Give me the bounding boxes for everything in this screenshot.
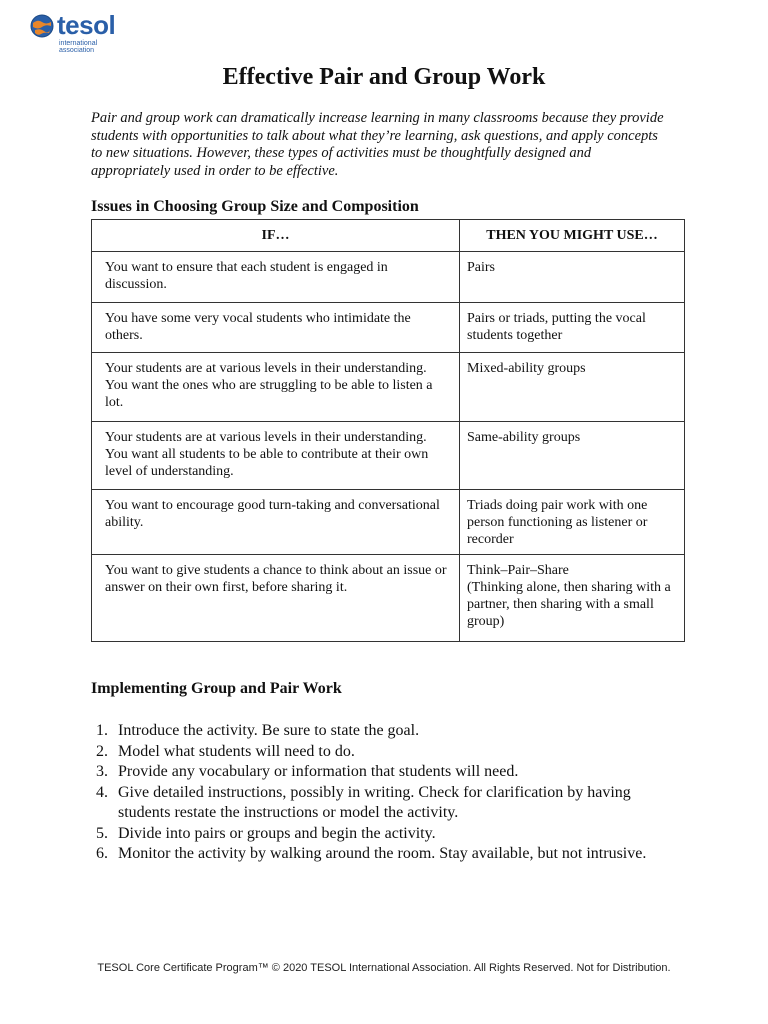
table-row bbox=[92, 555, 685, 642]
step-number: 1. bbox=[96, 722, 108, 739]
then-cell: Same-ability groups bbox=[460, 422, 685, 490]
list-item bbox=[93, 844, 646, 865]
list-item bbox=[93, 824, 646, 845]
step-text: Introduce the activity. Be sure to state the goal. bbox=[118, 722, 420, 739]
page-title: Effective Pair and Group Work bbox=[222, 64, 546, 90]
section-heading-implementing: Implementing Group and Pair Work bbox=[91, 680, 342, 697]
list-item bbox=[93, 721, 646, 742]
step-text: Give detailed instructions, possibly in writing. Check for clarification by having students restate the instructions or model the activity. bbox=[118, 783, 631, 821]
then-cell-note: (Thinking alone, then sharing with a partner, then sharing with a small group) bbox=[467, 580, 671, 629]
step-text: Model what students will need to do. bbox=[118, 742, 355, 760]
step-text: Provide any vocabulary or information that students will need. bbox=[118, 763, 519, 780]
table-row bbox=[92, 490, 685, 555]
logo-wordmark: tesol bbox=[57, 10, 116, 40]
table-header-row bbox=[92, 220, 685, 252]
globe-icon bbox=[30, 14, 54, 38]
if-cell: You want to encourage good turn-taking and conversational ability. bbox=[92, 490, 460, 555]
column-header-then: THEN YOU MIGHT USE… bbox=[460, 220, 685, 252]
list-item bbox=[93, 742, 646, 763]
then-cell: Mixed-ability groups bbox=[460, 353, 685, 422]
step-number: 5. bbox=[96, 824, 108, 842]
then-cell: Pairs or triads, putting the vocal students together bbox=[460, 303, 685, 353]
if-cell: You want to ensure that each student is engaged in discussion. bbox=[92, 252, 460, 303]
steps-list bbox=[93, 721, 646, 865]
if-cell: Your students are at various levels in their understanding. You want all students to be able to contribute at their own level of understanding. bbox=[92, 422, 460, 490]
step-number: 3. bbox=[96, 763, 108, 780]
then-cell: Triads doing pair work with one person functioning as listener or recorder bbox=[460, 490, 685, 555]
step-text: Monitor the activity by walking around the room. Stay available, but not intrusive. bbox=[118, 845, 647, 862]
if-cell: Your students are at various levels in their understanding. You want the ones who are struggling to be able to listen a lot. bbox=[92, 353, 460, 422]
group-size-table bbox=[91, 219, 685, 642]
logo-subtitle: international association bbox=[59, 40, 98, 54]
then-cell: Pairs bbox=[460, 252, 685, 303]
step-text: Divide into pairs or groups and begin the activity. bbox=[118, 824, 436, 842]
tesol-logo bbox=[30, 10, 150, 58]
if-cell: You want to give students a chance to think about an issue or answer on their own first, before sharing it. bbox=[92, 555, 460, 642]
if-cell: You have some very vocal students who intimidate the others. bbox=[92, 303, 460, 353]
table-row bbox=[92, 252, 685, 303]
intro-paragraph: Pair and group work can dramatically increase learning in many classrooms because they provide students with opportunities to talk about what they’re learning, ask questions, and apply concepts to new situations. However, these types of activities must be thoughtfully designed and appropriately used in order to be effective. bbox=[91, 110, 664, 179]
step-number: 4. bbox=[96, 783, 108, 801]
step-number: 2. bbox=[96, 742, 108, 760]
table-row bbox=[92, 303, 685, 353]
list-item bbox=[93, 783, 638, 824]
list-item bbox=[93, 762, 646, 783]
then-cell-title: Think–Pair–Share bbox=[467, 563, 569, 578]
step-number: 6. bbox=[96, 845, 108, 862]
table-row bbox=[92, 422, 685, 490]
copyright-footer: TESOL Core Certificate Program™ © 2020 TESOL International Association. All Rights Reserved. Not for Distribution. bbox=[97, 962, 671, 974]
then-cell bbox=[460, 555, 685, 642]
column-header-if: IF… bbox=[92, 220, 460, 252]
section-heading-group-size: Issues in Choosing Group Size and Composition bbox=[91, 198, 419, 215]
table-row bbox=[92, 353, 685, 422]
